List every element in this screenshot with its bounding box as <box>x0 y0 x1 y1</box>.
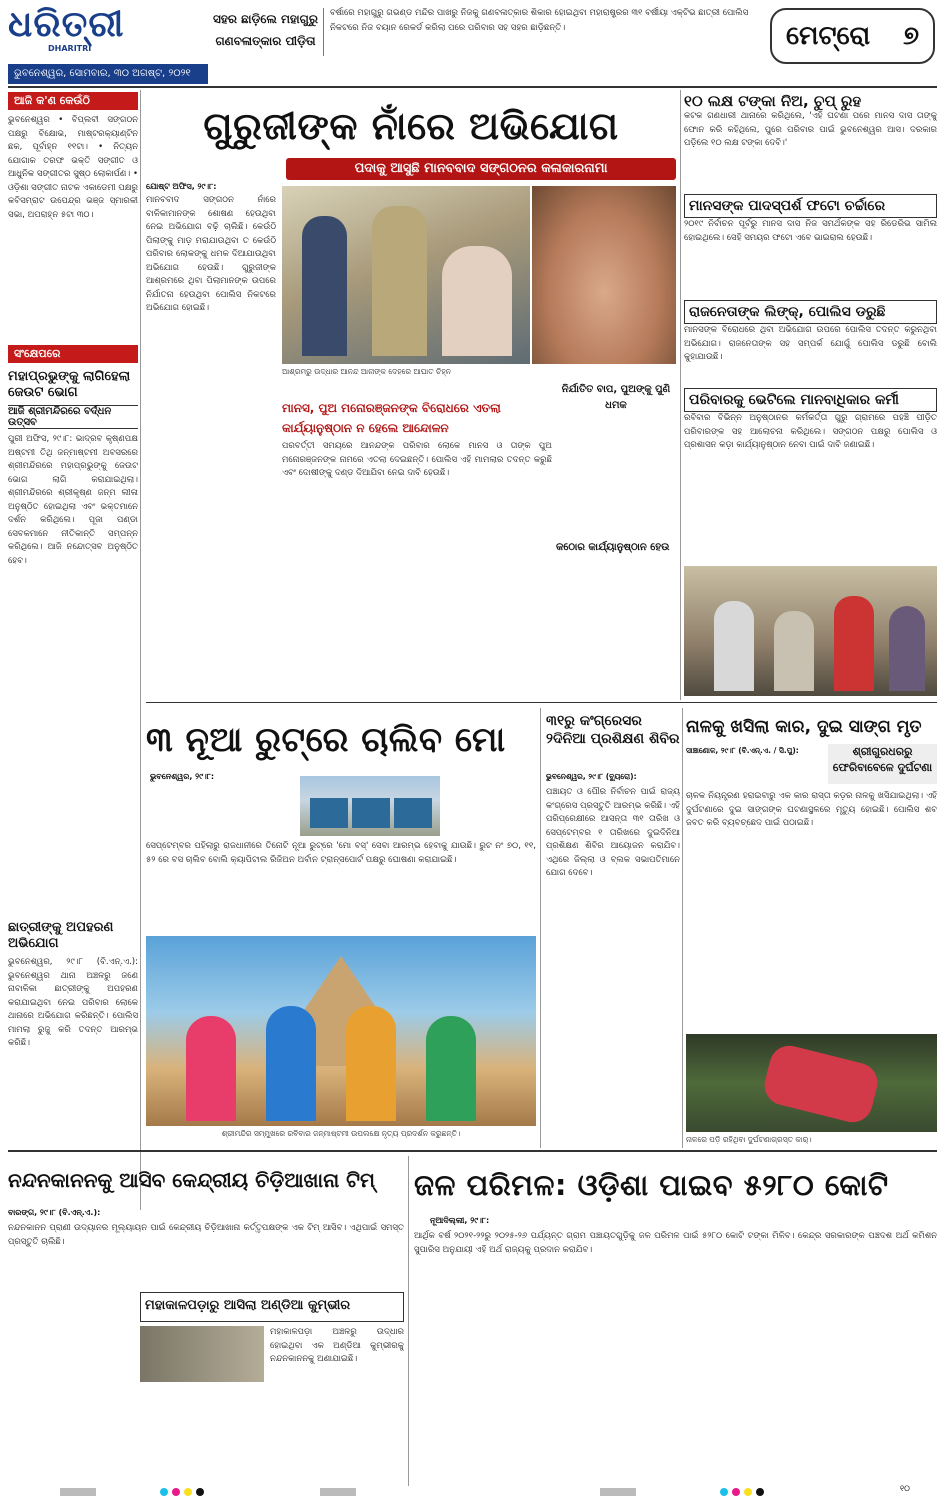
car-shape <box>760 1042 881 1127</box>
right-head-3: ରାଜନେତାଙ୍କ ଲିଙ୍କ୍, ପୋଲିସ ଡରୁଛି <box>684 300 937 324</box>
logo-sub: DHARITRI <box>48 44 92 53</box>
figure-4 <box>889 606 925 691</box>
zoo-body: ନନ୍ଦନକାନନ ପ୍ରାଣୀ ଉଦ୍ୟାନର ମୂଲ୍ୟାୟନ ପାଇଁ କେନ୍ଦ୍ରୀୟ ଚିଡ଼ିଆଖାନା କର୍ତ୍ତୃପକ୍ଷଙ୍କ ଏକ ଟିମ୍ ଆସିବ। ଏଥିପାଇଁ ସମସ୍ତ ପ୍ରସ୍ତୁତି ଚାଲିଛି। <box>8 1223 404 1247</box>
dancer-1 <box>186 1016 236 1121</box>
column-rule <box>140 90 141 1210</box>
section-label <box>770 8 935 64</box>
car-body: ଚାଳକ ନିୟନ୍ତ୍ରଣ ହରାଇବାରୁ ଏକ କାର ରାସ୍ତା କଡ଼ର ନାଳକୁ ଖସିଯାଇଥିଲା। ଏହି ଦୁର୍ଘଟଣାରେ ଦୁଇ ସାଙ୍ଗଙ୍କ ଘଟଣାସ୍ଥଳରେ ମୃତ୍ୟୁ ହୋଇଛି। ପୋଲିସ ଶବ ଜବତ କରି ବ୍ୟବଚ୍ଛେଦ ପାଇଁ ପଠାଇଛି। <box>686 791 937 828</box>
dancer-4 <box>426 1016 476 1121</box>
zoo-headline: ନନ୍ଦନକାନନକୁ ଆସିବ କେନ୍ଦ୍ରୀୟ ଚିଡ଼ିଆଖାନା ଟିମ୍ <box>8 1168 375 1192</box>
whats-on-tag: ଆଜି କ'ଣ କେଉଁଠି <box>8 92 138 110</box>
bus-2 <box>352 798 390 828</box>
yellow-dot <box>744 1488 752 1496</box>
right-body-1: କଟକ ଗଣଧାରୀ ଥାନାରେ କରିଥିଲେ, 'ଏହି ଘଟଣା ପରେ ମାନସ ଦାସ ତାଙ୍କୁ ଫୋନ କରି କହିଥିଲେ, ପୁରେ ପରିବାର ପାଇଁ ଭୁବନେଶ୍ୱର ଆସ। ଦରକାର ପଡ଼ିଲେ ୧୦ ଲକ୍ଷ ଟଙ୍କା ଦେବି।' <box>684 111 937 148</box>
right-photo <box>684 566 937 696</box>
masthead-rule <box>8 86 937 88</box>
logo-text: ଧରିତ୍ରୀ <box>8 6 125 45</box>
lead-sub-2: କାର୍ଯ୍ୟାନୁଷ୍ଠାନ ନ ହେଲେ ଆନ୍ଦୋଳନ <box>282 421 449 435</box>
right-head-1: ୧୦ ଲକ୍ଷ ଟଙ୍କା ନିଅ, ଚୁପ୍ ରୁହ <box>684 92 862 110</box>
brief2-body: ଭୁବନେଶ୍ୱର, ୨୯।୮ (ବି.ଏନ୍.ଏ.): ଭୁବନେଶ୍ୱର ଥାନା ଅଞ୍ଚଳରୁ ଜଣେ ନାବାଳିକା ଛାତ୍ରୀଙ୍କୁ ଅପହରଣ କରାଯାଇଥିବା ନେଇ ପରିବାର ଲୋକେ ଥାନାରେ ଅଭିଯୋଗ କରିଛନ୍ତି। ପୋଲିସ ମାମଲା ରୁଜୁ କରି ତଦନ୍ତ ଆରମ୍ଭ କରିଛି। <box>8 957 138 1048</box>
congress-body: ପଞ୍ଚାୟତ ଓ ପୌର ନିର୍ବାଚନ ପାଇଁ ରାଜ୍ୟ କଂଗ୍ରେସ ପ୍ରସ୍ତୁତି ଆରମ୍ଭ କରିଛି। ଏହି ପରିପ୍ରେକ୍ଷୀରେ ଆସନ୍ତା ୩୧ ତାରିଖ ଓ ସେପ୍ଟେମ୍ବର ୧ ତାରିଖରେ ଦୁଇଦିନିଆ ପ୍ରଶିକ୍ଷଣ ଶିବିର ଆୟୋଜନ କରାଯିବ। ଏଥିରେ ଜିଲ୍ଲା ଓ ବ୍ଲକ ସଭାପତିମାନେ ଯୋଗ ଦେବେ। <box>546 787 680 878</box>
magenta-dot <box>732 1488 740 1496</box>
dance-photo <box>146 936 536 1126</box>
column-rule <box>682 708 683 1148</box>
magenta-dot <box>172 1488 180 1496</box>
dance-caption: ଶ୍ରୀମନ୍ଦିର ସମ୍ମୁଖରେ ରବିବାର ଜନ୍ମାଷ୍ଟମୀ ଉପଲକ୍ଷେ ନୃତ୍ୟ ପ୍ରଦର୍ଶନ କରୁଛନ୍ତି। <box>221 1129 461 1138</box>
water-byline: ନୂଆଦିଲ୍ଲୀ, ୨୯।୮: <box>430 1216 490 1225</box>
car-headline: ନାଳକୁ ଖସିଲା କାର, ଦୁଇ ସାଙ୍ଗ ମୃତ <box>686 717 922 737</box>
bus-3 <box>394 798 432 828</box>
lead-sub-1: ମାନସ, ପୁଅ ମନୋରଞ୍ଜନଙ୍କ ବିରୋଧରେ ଏତଲା <box>282 401 501 415</box>
figure-3 <box>834 596 874 691</box>
column-rule <box>408 1156 409 1486</box>
bus-photo <box>300 776 440 836</box>
briefs-tag: ସଂକ୍ଷେପରେ <box>8 345 138 363</box>
water-body: ଆର୍ଥିକ ବର୍ଷ ୨୦୨୧-୨୨ରୁ ୨୦୨୫-୨୬ ପର୍ଯ୍ୟନ୍ତ ଗ୍ରାମ ପଞ୍ଚାୟତଗୁଡ଼ିକୁ ଜଳ ପରିମଳ ପାଇଁ ୫୨୮୦ କୋଟି ଟଙ୍କା ମିଳିବ। କେନ୍ଦ୍ର ସରକାରଙ୍କ ପଞ୍ଚଦଶ ଅର୍ଥ କମିଶନ ସୁପାରିସ ଅନୁଯାୟୀ ଏହି ଅର୍ଥ ରାଜ୍ୟକୁ ପ୍ରଦାନ କରାଯିବ। <box>414 1231 937 1255</box>
bus-headline: ୩ ନୂଆ ରୁଟ୍‌ରେ ଚାଲିବ ମୋ <box>146 720 506 760</box>
section-rule <box>8 1150 937 1152</box>
zoo-byline: ବାରଙ୍ଗ, ୨୯।୮ (ବି.ଏନ୍.ଏ.): <box>8 1208 101 1217</box>
right-body-3: ମାନସଙ୍କ ବିରୋଧରେ ଥିବା ଅଭିଯୋଗ ଉପରେ ପୋଲିସ ତଦନ୍ତ କରୁନଥିବା ଅଭିଯୋଗ। ରାଜନେତାଙ୍କ ସହ ସମ୍ପର୍କ ଯୋଗୁଁ ପୋଲିସ ଡରୁଛି ବୋଲି କୁହାଯାଉଛି। <box>684 325 937 362</box>
cyan-dot <box>160 1488 168 1496</box>
water-headline: ଜଳ ପରିମଳ: ଓଡ଼ିଶା ପାଇବ ୫୨୮୦ କୋଟି <box>414 1168 889 1202</box>
car-photo <box>686 1034 937 1132</box>
lead-kicker: ପଦାକୁ ଆସୁଛି ମାନବବାଦ ସଙ୍ଗଠନର କଳାକାରନାମା <box>286 158 676 180</box>
lead-photo-1 <box>282 186 530 364</box>
section-rule <box>146 702 937 703</box>
brief-body: ପୁରୀ ଅଫିସ, ୨୯।୮: ଭାଦ୍ରବ କୃଷ୍ଣପକ୍ଷ ଅଷ୍ଟମୀ ତିଥି ଜନ୍ମାଷ୍ଟମୀ ଅବସରରେ ଶ୍ରୀମନ୍ଦିରରେ ମହାପ୍ରଭୁଙ୍କୁ ଜେଉଟ ଭୋଗ ଲାଗି କରାଯାଇଥିଲା। ଶ୍ରୀମନ୍ଦିରରେ ଶ୍ରୀକୃଷ୍ଣ ଜନ୍ମ ଲୀଳା ଅନୁଷ୍ଠିତ ହୋଇଥିଲା ଏବଂ ଭକ୍ତମାନେ ଦର୍ଶନ କରିଥିଲେ। ପୂଜା ପଣ୍ଡା ସେବକମାନେ ନୀତିକାନ୍ତି ସମ୍ପନ୍ନ କରିଥିଲେ। ଆଜି ନନ୍ଦୋତ୍ସବ ଅନୁଷ୍ଠିତ ହେବ। <box>8 434 138 566</box>
brief-headline: ମହାପ୍ରଭୁଙ୍କୁ ଲାଗିହେଲା ଜେଉଟ ଭୋଗ <box>8 369 131 400</box>
page-number: ୭ <box>903 20 919 51</box>
black-dot <box>196 1488 204 1496</box>
right-body-2: ୨୦୧୯ ନିର୍ବାଚନ ପୂର୍ବରୁ ମାନସ ଦାସ ନିଜ ସମର୍ଥକଙ୍କ ସହ ରିଡେରିଭ ସାମିଲ ହୋଇଥିଲେ। ସେହି ସମୟର ଫଟୋ ଏବେ ଭାଇରାଲ ହେଉଛି। <box>684 219 937 243</box>
right-head-4: ପରିବାରକୁ ଭେଟିଲେ ମାନବାଧିକାର କର୍ମୀ <box>684 388 937 412</box>
dateline: ଭୁବନେଶ୍ୱର, ସୋମବାର, ୩୦ ଅଗଷ୍ଟ, ୨୦୨୧ <box>8 64 208 84</box>
figure-2 <box>774 611 814 691</box>
left-column <box>8 92 138 692</box>
lead-sub-3: ନିର୍ଯାତିତ ବାପ, ପୁଅଙ୍କୁ ପୁଣି ଧମକ <box>561 384 671 411</box>
right-body-4: ରବିବାର ବିଭିନ୍ନ ଅନୁଷ୍ଠାନର କର୍ମକର୍ତ୍ତା ଗୁରୁ ଗ୍ରାମରେ ପହଞ୍ଚି ପୀଡ଼ିତ ପରିବାରଙ୍କ ସହ ଆଲୋଚନା କରିଥିଲେ। ସଙ୍ଗଠନ ପକ୍ଷରୁ ପୋଲିସ ଓ ପ୍ରଶାସନ କଡ଼ା କାର୍ଯ୍ୟାନୁଷ୍ଠାନ ନେବା ପାଇଁ ଦାବି ଜଣାଇଛି। <box>684 413 937 450</box>
lead-headline-text: ଗୁରୁଜୀଙ୍କ ନାଁରେ ଅଭିଯୋଗ <box>203 104 619 148</box>
brief-subhead: ଆଜି ଶ୍ରୀମନ୍ଦିରରେ ବର୍ଦ୍ଧନ ଉତ୍ସବ <box>8 405 138 429</box>
brief2-headline: ଛାତ୍ରୀଙ୍କୁ ଅପହରଣ ଅଭିଯୋଗ <box>8 920 114 951</box>
lead-photo-2 <box>532 186 676 364</box>
lead-col1: ମାନବବାଦ ସଙ୍ଗଠନ ନାଁରେ ବାଳିକାମାନଙ୍କ ଶୋଷଣ ହେଉଥିବା ନେଇ ଅଭିଯୋଗ ବଢ଼ି ଚାଲିଛି। କେଉଁଠି ପିଲାଙ୍କୁ ମାଡ଼ ମରାଯାଉଥିବା ତ କେଉଁଠି ପରିବାର ଲୋକଙ୍କୁ ଧମକ ଦିଆଯାଉଥିବା ଅଭିଯୋଗ ହେଉଛି। ଗୁରୁଜୀଙ୍କ ଆଶ୍ରମରେ ଥିବା ପିଲାମାନଙ୍କ ଉପରେ ନିର୍ଯାତନା ହେଉଥିବା ପୋଲିସ ନିକଟରେ ଅଭିଯୋଗ ହୋଇଛି। <box>146 195 276 313</box>
teaser-body: ବର୍ଷାରେ ମହାଗୁରୁ ଗଭଣ୍ଡ ମନ୍ଦିର ପାଖରୁ ନିଜକୁ ଗଣବଳାତ୍କାର ଶିକାର ହୋଇଥିବା ମହାରାଷ୍ଟ୍ରର ୩୧ ବର୍ଷୀୟା ଏକ୍ଟିଭ ଛାତ୍ରୀ ପୋଲିସ ନିକଟରେ ନିଜ ବୟାନ ରେକର୍ଡ କରିଲା ପରେ ପରିବାର ସହ ସହର ଛାଡ଼ିଛନ୍ତି। <box>330 8 749 33</box>
officer-figure <box>372 206 427 356</box>
teaser-title: ସହର ଛାଡ଼ିଲେ ମହାଗୁରୁ ଗଣବଳାତ୍କାର ପୀଡ଼ିତା <box>208 8 324 56</box>
bus-1 <box>310 798 348 828</box>
black-dot <box>756 1488 764 1496</box>
registration-mark <box>600 1488 636 1496</box>
page-marker: ୧୦ <box>900 1484 910 1493</box>
dancer-2 <box>266 1006 316 1121</box>
lead-headline <box>146 96 676 158</box>
section-name: ମେଟ୍ରୋ <box>786 20 871 51</box>
column-rule <box>680 90 681 700</box>
zoo-sub-body: ମହାକାଳପଡ଼ା ଅଞ୍ଚଳରୁ ଉଦ୍ଧାର ହୋଇଥିବା ଏକ ଅଣ୍ଡିଆ କୁମ୍ଭୀରକୁ ନନ୍ଦନକାନନକୁ ଅଣାଯାଇଛି। <box>270 1327 404 1364</box>
person-figure <box>302 216 347 356</box>
column-rule <box>540 708 541 1148</box>
bus-byline: ଭୁବନେଶ୍ୱର, ୨୯।୮: <box>150 772 215 781</box>
congress-headline: ୩୧ରୁ କଂଗ୍ରେସର ୨ଦିନିଆ ପ୍ରଶିକ୍ଷଣ ଶିବିର <box>546 713 680 747</box>
masthead-logo <box>8 6 138 66</box>
car-kicker: ଶ୍ରୀଗୁରଧରରୁ ଫେରିବାବେଳେ ଦୁର୍ଘଟଣା <box>828 744 937 784</box>
zoo-subhead: ମହାକାଳପଡ଼ାରୁ ଆସିଲା ଅଣ୍ଡିଆ କୁମ୍ଭୀର <box>140 1292 404 1322</box>
lead-sub-4: କଠୋର କାର୍ଯ୍ୟାନୁଷ୍ଠାନ ହେଉ <box>556 542 670 553</box>
car-byline: ସାଞ୍ଚାଣୋଳ, ୨୯।୮ (ବି.ଏନ୍.ଏ. / ସି.ପୁ): <box>686 746 799 755</box>
right-head-2: ମାନସଙ୍କ ପାଦସ୍ପର୍ଶ ଫଟୋ ଚର୍ଚ୍ଚାରେ <box>684 194 937 218</box>
lead-byline: ଯୋଷ୍ଟ ଅଫିସ, ୨୯।୮: <box>146 182 217 191</box>
whats-on-body: ଭୁବନେଶ୍ୱର • ବିପ୍ଲବୀ ସଙ୍ଗଠନ ପକ୍ଷରୁ ବିକ୍ଷୋଭ, ମାଷ୍ଟରକ୍ୟାଣ୍ଟିନ ଛକ, ପୂର୍ବାହ୍ନ ୧୧ଟା। • ନିତ୍ୟନ ଯୋଗାକ ତରଫ ଭକ୍ତି ସଙ୍ଗୀତ ଓ ଆଧୁନିକ ସଙ୍ଗୀତର ସୁଷ୍ଠ ଲୋକାର୍ପଣ। • ଓଡ଼ିଶା ସଙ୍ଗୀତ ନାଟକ ଏକାଡେମୀ ପକ୍ଷରୁ କବିସମ୍ରାଟ ଉପେନ୍ଦ୍ର ଭଞ୍ଜ ସ୍ମାରକୀ ସଭା, ଅପରାହ୍ନ ୫ଟା ୩୦। <box>8 115 138 220</box>
lead-photo-caption: ଆଶ୍ରମରୁ ଉଦ୍ଧାର ଆନନ୍ଦ ଆନାଙ୍କ ଦେହରେ ଆଘାତ ଚିହ୍ନ <box>282 367 451 376</box>
dancer-3 <box>346 1006 396 1121</box>
registration-mark <box>320 1488 356 1496</box>
congress-byline: ଭୁବନେଶ୍ୱର, ୨୯।୮ (ବ୍ୟୁରୋ): <box>546 772 637 781</box>
figure-1 <box>714 601 754 691</box>
registration-mark <box>60 1488 96 1496</box>
lead-col2: ପରବର୍ତ୍ତୀ ସମୟରେ ଆନନ୍ଦଙ୍କ ପରିବାର ଲୋକେ ମାନସ ଓ ତାଙ୍କ ପୁଅ ମନୋରଞ୍ଜନଙ୍କ ନାମରେ ଏତଲା ଦେଇଛନ୍ତି। ପୋଲିସ ଏହି ମାମଲାର ତଦନ୍ତ କରୁଛି ଏବଂ ଦୋଷୀଙ୍କୁ ଦଣ୍ଡ ଦିଆଯିବା ନେଇ ଦାବି ହେଉଛି। <box>282 441 552 478</box>
bus-body: ସେପ୍ଟେମ୍ବର ପହିଲାରୁ ରାଜଧାନୀରେ ତିନୋଟି ନୂଆ ରୁଟ୍‌ରେ 'ମୋ ବସ୍' ସେବା ଆରମ୍ଭ ହେବାକୁ ଯାଉଛି। ରୁଟ ନଂ ୭୦, ୧୧, ୫୨ ରେ ବସ ଚାଲିବ ବୋଲି କ୍ୟାପିଟାଲ ରିଜିଅନ ଅର୍ବାନ ଟ୍ରାନ୍ସପୋର୍ଟ ପକ୍ଷରୁ ଘୋଷଣା କରାଯାଇଛି। <box>146 841 536 865</box>
seated-figure <box>442 246 512 356</box>
crocodile-photo <box>140 1326 264 1382</box>
cyan-dot <box>720 1488 728 1496</box>
car-caption: ନାଳରେ ପଡ଼ି ରହିଥିବା ଦୁର୍ଘଟଣାଗ୍ରସ୍ତ କାର୍। <box>686 1135 812 1144</box>
yellow-dot <box>184 1488 192 1496</box>
